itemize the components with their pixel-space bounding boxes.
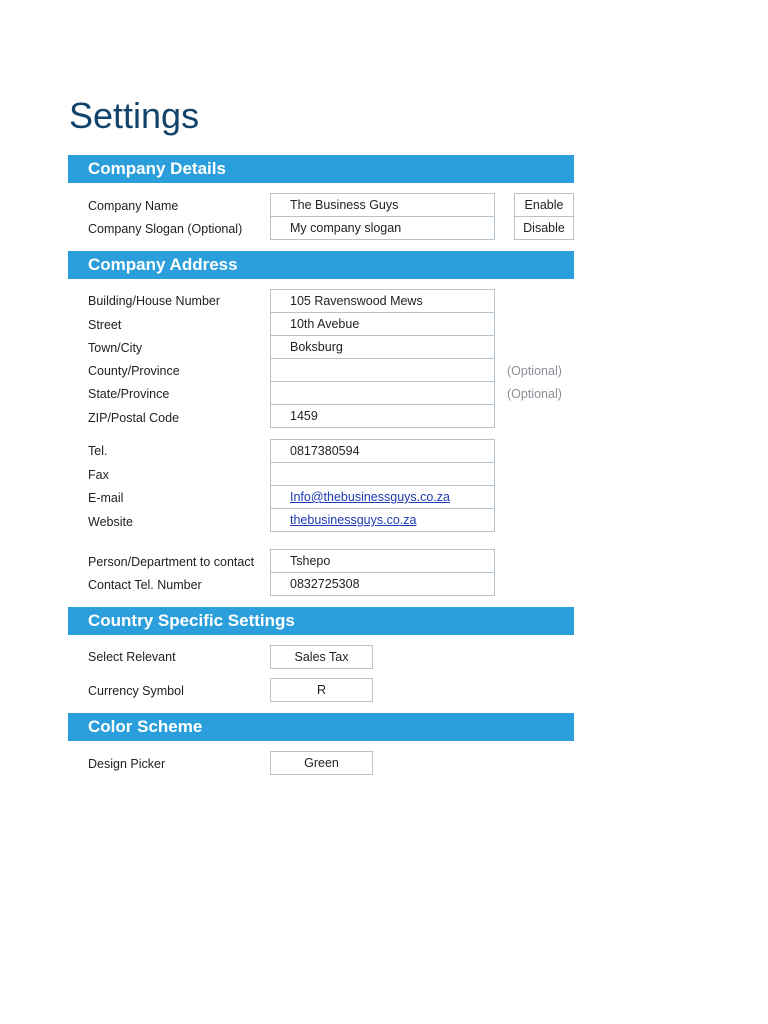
- county-province-field[interactable]: [270, 359, 495, 382]
- company-name-field[interactable]: The Business Guys: [270, 193, 495, 217]
- county-optional-note: (Optional): [507, 364, 562, 378]
- country-settings-header: Country Specific Settings: [68, 607, 574, 635]
- contact-person-field[interactable]: Tshepo: [270, 549, 495, 573]
- tel-field[interactable]: 0817380594: [270, 439, 495, 463]
- company-address-header: Company Address: [68, 251, 574, 279]
- fax-field[interactable]: [270, 463, 495, 486]
- website-label: Website: [88, 515, 133, 529]
- state-province-field[interactable]: [270, 382, 495, 405]
- state-optional-note: (Optional): [507, 387, 562, 401]
- building-number-label: Building/House Number: [88, 294, 221, 308]
- company-slogan-field[interactable]: My company slogan: [270, 217, 495, 240]
- zip-code-field[interactable]: 1459: [270, 405, 495, 428]
- fax-label: Fax: [88, 468, 109, 482]
- enable-button[interactable]: Enable: [514, 193, 574, 217]
- design-picker-dropdown[interactable]: Green: [270, 751, 373, 775]
- zip-code-label: ZIP/Postal Code: [88, 411, 180, 425]
- select-relevant-label: Select Relevant: [88, 650, 176, 664]
- email-label: E-mail: [88, 491, 124, 505]
- contact-person-label: Person/Department to contact: [88, 555, 255, 569]
- town-city-field[interactable]: Boksburg: [270, 336, 495, 359]
- state-province-label: State/Province: [88, 387, 170, 401]
- currency-symbol-label: Currency Symbol: [88, 684, 184, 698]
- website-field[interactable]: thebusinessguys.co.za: [270, 509, 495, 532]
- county-province-label: County/Province: [88, 364, 180, 378]
- email-field[interactable]: Info@thebusinessguys.co.za: [270, 486, 495, 509]
- town-city-label: Town/City: [88, 341, 143, 355]
- street-label: Street: [88, 318, 122, 332]
- company-details-header: Company Details: [68, 155, 574, 183]
- currency-symbol-field[interactable]: R: [270, 678, 373, 702]
- company-name-label: Company Name: [88, 199, 179, 213]
- street-field[interactable]: 10th Avebue: [270, 313, 495, 336]
- building-number-field[interactable]: 105 Ravenswood Mews: [270, 289, 495, 313]
- page-title: Settings: [69, 95, 200, 136]
- contact-tel-field[interactable]: 0832725308: [270, 573, 495, 596]
- design-picker-label: Design Picker: [88, 757, 166, 771]
- disable-button[interactable]: Disable: [514, 217, 574, 240]
- select-relevant-dropdown[interactable]: Sales Tax: [270, 645, 373, 669]
- color-scheme-header: Color Scheme: [68, 713, 574, 741]
- tel-label: Tel.: [88, 444, 108, 458]
- contact-tel-label: Contact Tel. Number: [88, 578, 202, 592]
- company-slogan-label: Company Slogan (Optional): [88, 222, 243, 236]
